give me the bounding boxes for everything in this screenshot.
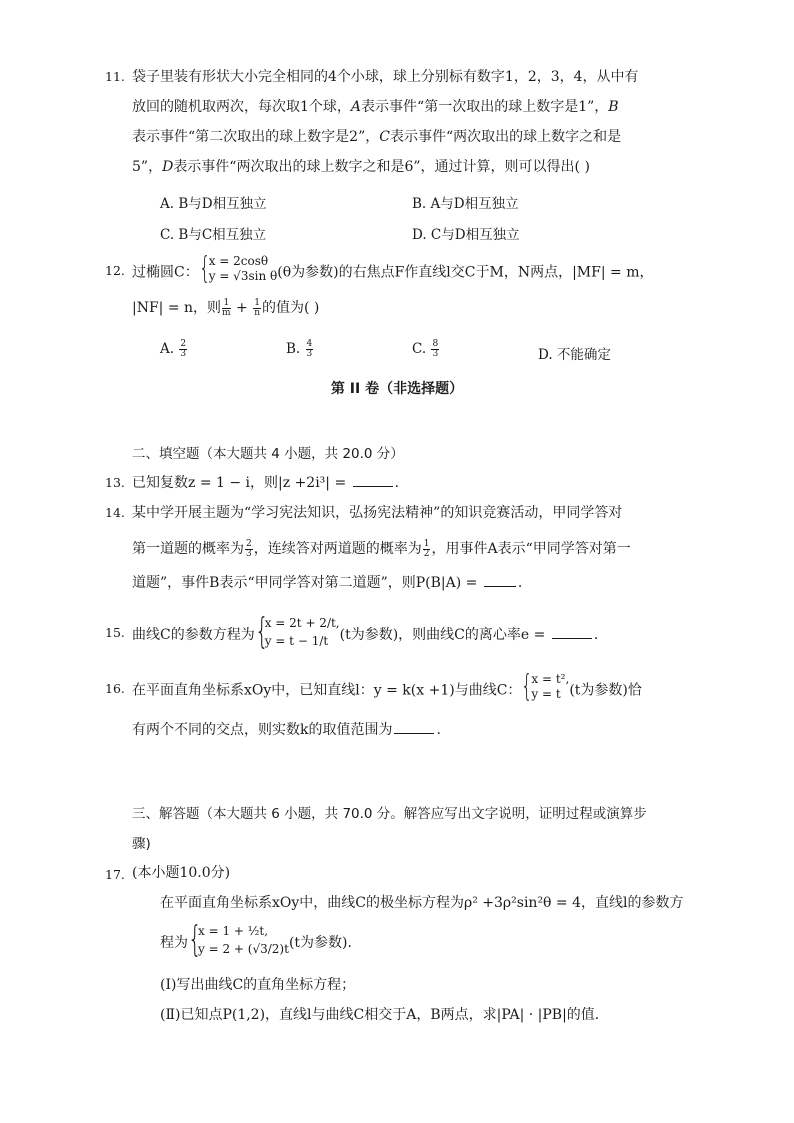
q12-option-d: D. 不能确定 — [538, 347, 611, 363]
question-number: 15. — [105, 625, 125, 640]
part-title: 第 II 卷（非选择题） — [330, 381, 464, 397]
question-14: 14. 某中学开展主题为“学习宪法知识，弘扬宪法精神”的知识竞赛活动，甲同学答对 第一道题的概率为 $\frac{2}{3}$ ，连续答对两道题的概率为 $\frac{1}{2}$ ，用事件A表示“甲同学答对第一 道题”，事件B表示“甲同学答对第二道题”，则P(B|A) = . — [132, 498, 672, 598]
section-header-solve-cont: 骤) — [132, 836, 151, 852]
system-brace: { x = 2t + 2/t, y = t − 1/t — [254, 611, 340, 652]
q12-option-b: B. $\frac{4}{3}$ — [286, 339, 313, 359]
q12-line-2: |NF| = n，则 $\frac{1}{m}$ + $\frac{1}{n}$ 的值为( ) — [132, 297, 320, 318]
question-number: 13. — [105, 475, 125, 490]
question-number: 17. — [105, 867, 125, 882]
q12-option-c: C. $\frac{8}{3}$ — [412, 339, 439, 359]
question-15: 15. 曲线C的参数方程为 { x = 2t + 2/t, y = t − 1/t (t为参数)，则曲线C的离心率e = . — [132, 614, 672, 656]
q11-option-c: C. B与C相互独立 — [160, 227, 267, 243]
answer-blank — [394, 721, 434, 734]
question-number: 14. — [105, 505, 125, 520]
question-12 — [105, 251, 672, 323]
q11-line-2: 放回的随机取两次，每次取1个球，A表示事件“第一次取出的球上数字是1”，B — [132, 99, 619, 115]
q11-line-3: 表示事件“第二次取出的球上数字是2”，C表示事件“两次取出的球上数字之和是 — [132, 129, 622, 145]
q11-option-d: D. C与D相互独立 — [412, 227, 520, 243]
q11-line-4: 5”，D表示事件“两次取出的球上数字之和是6”，通过计算，则可以得出( ) — [132, 159, 590, 175]
section-header-fill-in: 二、填空题（本大题共 4 小题，共 20.0 分） — [132, 446, 404, 462]
answer-blank — [353, 474, 393, 487]
question-number: 16. — [105, 681, 125, 696]
answer-blank — [484, 574, 516, 587]
question-number: 12. — [105, 263, 125, 278]
q11-option-a: A. B与D相互独立 — [160, 196, 267, 212]
q12-line-1: 过椭圆C： { x = 2cosθ y = √3sin θ (θ为参数)的右焦点F作直线l交C于M，N两点，|MF| = m， — [132, 254, 672, 291]
system-brace: { x = 1 + ½t, y = 2 + (√3/2)t — [188, 919, 289, 960]
question-16: 16. 在平面直角坐标系xOy中，已知直线l：y = k(x +1)与曲线C： { x = t², y = t (t为参数)恰 有两个不同的交点，则实数k的取值范围为 . — [105, 669, 642, 738]
system-brace: { x = 2cosθ y = √3sin θ — [198, 251, 278, 286]
question-number: 11. — [105, 69, 125, 84]
question-13: 13. 已知复数z = 1 − i，则|z +2i³| = . — [132, 468, 672, 498]
q11-option-b: B. A与D相互独立 — [412, 196, 519, 212]
q12-option-a: A. $\frac{2}{3}$ — [160, 339, 187, 359]
question-11 — [105, 62, 672, 182]
answer-blank — [552, 626, 592, 639]
question-17: 17. (本小题10.0分) 在平面直角坐标系xOy中，曲线C的极坐标方程为ρ² +3ρ²sin²θ = 4，直线l的参数方 程为 { x = 1 + ½t, y = 2 + (√3/2)t (t为参数)． (Ⅰ)写出曲线C的直角坐标方程； (Ⅱ)已知点P(1,2)，直线l与曲线C相交于A，B两点，求|PA| · |PB|的值． — [132, 834, 672, 1030]
system-brace: { x = t², y = t — [521, 669, 570, 704]
section-header-solve: 三、解答题（本大题共 6 小题，共 70.0 分。解答应写出文字说明，证明过程或演算步 — [132, 806, 647, 822]
q11-line-1: 袋子里装有形状大小完全相同的4个小球，球上分别标有数字1，2，3，4，从中有 — [132, 69, 639, 85]
